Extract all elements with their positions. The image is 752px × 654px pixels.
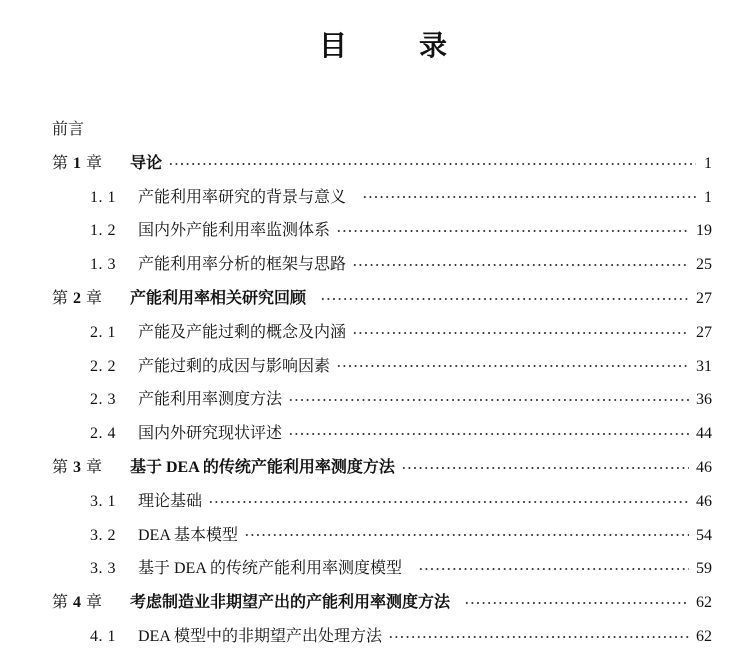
page-number: 59 bbox=[696, 560, 712, 578]
section-title: 产能利用率测度方法 bbox=[138, 391, 283, 409]
preface-label: 前言 bbox=[52, 121, 85, 138]
toc-section bbox=[52, 519, 712, 553]
toc-section bbox=[52, 620, 712, 654]
chapter-digit: 4 bbox=[73, 594, 82, 612]
dot-leader bbox=[352, 331, 689, 335]
section-number: 3. 1 bbox=[90, 492, 116, 510]
title-char: 目 bbox=[318, 31, 347, 62]
section-number: 2. 1 bbox=[90, 323, 116, 341]
section-number: 2. 3 bbox=[90, 391, 116, 409]
page-number: 1 bbox=[704, 154, 712, 172]
dot-leader bbox=[168, 162, 696, 166]
section-title: 产能利用率分析的框架与思路 bbox=[138, 256, 347, 274]
toc-section bbox=[52, 181, 712, 215]
dot-leader bbox=[208, 500, 689, 504]
page-number: 27 bbox=[696, 323, 712, 341]
dot-leader bbox=[401, 466, 689, 470]
table-of-contents bbox=[52, 113, 712, 654]
chapter-prefix: 第 bbox=[52, 154, 69, 172]
title-char: 录 bbox=[419, 31, 448, 62]
dot-leader bbox=[336, 229, 689, 233]
toc-section bbox=[52, 417, 712, 451]
page-number: 1 bbox=[704, 188, 712, 206]
toc-section bbox=[52, 214, 712, 248]
chapter-title: 基于 DEA 的传统产能利用率测度方法 bbox=[130, 458, 395, 476]
section-number: 2. 2 bbox=[90, 357, 116, 375]
section-title: DEA 基本模型 bbox=[138, 526, 239, 544]
page-number: 27 bbox=[696, 289, 712, 307]
chapter-title: 导论 bbox=[130, 154, 163, 172]
page-number: 62 bbox=[696, 627, 712, 645]
section-title: 产能过剩的成因与影响因素 bbox=[138, 357, 331, 375]
chapter-number bbox=[52, 586, 130, 620]
section-number: 1. 1 bbox=[90, 188, 116, 206]
section-number: 3. 3 bbox=[90, 560, 116, 578]
page-number: 19 bbox=[696, 222, 712, 240]
dot-leader bbox=[288, 398, 689, 402]
chapter-prefix: 第 bbox=[52, 458, 69, 476]
chapter-title: 考虑制造业非期望产出的产能利用率测度方法 bbox=[130, 594, 451, 612]
toc-section bbox=[52, 383, 712, 417]
page-number: 31 bbox=[696, 357, 712, 375]
dot-leader bbox=[288, 432, 689, 436]
dot-leader bbox=[352, 263, 689, 267]
chapter-number bbox=[52, 282, 130, 316]
dot-leader bbox=[320, 297, 689, 301]
page-number: 36 bbox=[696, 391, 712, 409]
page-number: 62 bbox=[696, 594, 712, 612]
chapter-prefix: 第 bbox=[52, 289, 69, 307]
toc-section bbox=[52, 350, 712, 384]
toc-section bbox=[52, 485, 712, 519]
chapter-suffix: 章 bbox=[86, 458, 103, 476]
page-title bbox=[0, 30, 752, 64]
dot-leader bbox=[244, 533, 689, 537]
dot-leader bbox=[418, 567, 689, 571]
page-number: 54 bbox=[696, 526, 712, 544]
chapter-digit: 2 bbox=[73, 289, 82, 307]
chapter-number bbox=[52, 451, 130, 485]
toc-chapter-4 bbox=[52, 586, 712, 620]
chapter-suffix: 章 bbox=[86, 154, 103, 172]
section-title: 产能及产能过剩的概念及内涵 bbox=[138, 323, 347, 341]
chapter-suffix: 章 bbox=[86, 289, 103, 307]
dot-leader bbox=[388, 635, 689, 639]
section-title: 理论基础 bbox=[138, 492, 203, 510]
section-number: 1. 3 bbox=[90, 256, 116, 274]
page-number: 46 bbox=[696, 458, 712, 476]
dot-leader bbox=[362, 195, 696, 199]
section-title: 产能利用率研究的背景与意义 bbox=[138, 188, 347, 206]
chapter-suffix: 章 bbox=[86, 594, 103, 612]
toc-chapter-2 bbox=[52, 282, 712, 316]
toc-chapter-3 bbox=[52, 451, 712, 485]
dot-leader bbox=[464, 601, 689, 605]
page-number: 25 bbox=[696, 256, 712, 274]
section-title: 基于 DEA 的传统产能利用率测度模型 bbox=[138, 560, 403, 578]
chapter-number bbox=[52, 147, 130, 181]
section-number: 4. 1 bbox=[90, 627, 116, 645]
section-number: 2. 4 bbox=[90, 425, 116, 443]
chapter-prefix: 第 bbox=[52, 594, 69, 612]
section-title: DEA 模型中的非期望产出处理方法 bbox=[138, 627, 383, 645]
toc-chapter-1 bbox=[52, 147, 712, 181]
section-title: 国内外研究现状评述 bbox=[138, 425, 283, 443]
chapter-digit: 1 bbox=[73, 154, 82, 172]
chapter-title: 产能利用率相关研究回顾 bbox=[130, 289, 307, 307]
toc-section bbox=[52, 316, 712, 350]
section-number: 3. 2 bbox=[90, 526, 116, 544]
toc-section bbox=[52, 248, 712, 282]
toc-section bbox=[52, 552, 712, 586]
toc-preface bbox=[52, 113, 712, 147]
section-number: 1. 2 bbox=[90, 222, 116, 240]
section-title: 国内外产能利用率监测体系 bbox=[138, 222, 331, 240]
page-number: 46 bbox=[696, 492, 712, 510]
chapter-digit: 3 bbox=[73, 458, 82, 476]
dot-leader bbox=[336, 364, 689, 368]
page-number: 44 bbox=[696, 425, 712, 443]
